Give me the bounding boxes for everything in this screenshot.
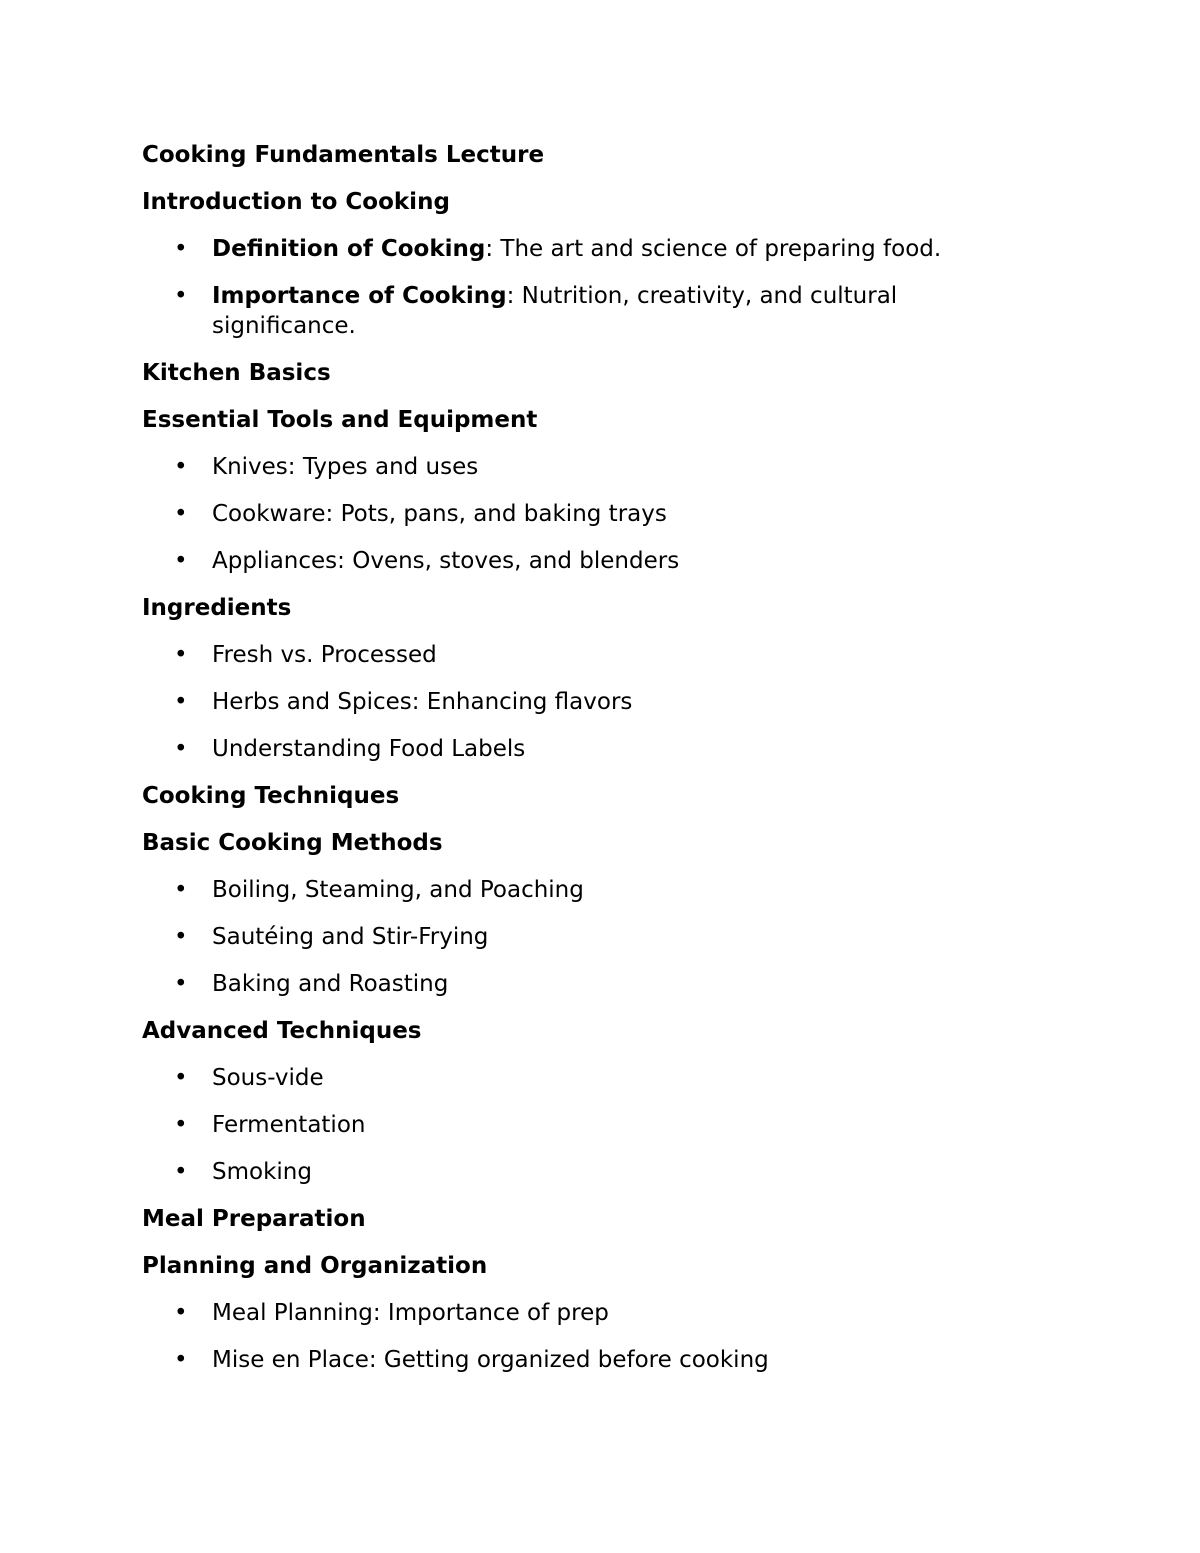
bullet-icon: • (174, 1159, 188, 1185)
list-item (142, 1157, 972, 1187)
list-item-text: Fermentation (212, 1112, 366, 1138)
document-title: Cooking Fundamentals Lecture (142, 142, 545, 168)
section-heading-meal-prep: Meal Preparation (142, 1206, 366, 1232)
planning-list (142, 1298, 972, 1375)
list-item-text: Understanding Food Labels (212, 736, 526, 762)
subsection-heading-advanced: Advanced Techniques (142, 1018, 422, 1044)
list-item-text: : The art and science of preparing food. (485, 236, 942, 262)
list-item-text: Herbs and Spices: Enhancing flavors (212, 689, 633, 715)
list-item-text: Cookware: Pots, pans, and baking trays (212, 501, 667, 527)
bullet-icon: • (174, 971, 188, 997)
list-item (142, 1063, 972, 1093)
list-item-text: Mise en Place: Getting organized before cooking (212, 1347, 769, 1373)
list-item-text: Knives: Types and uses (212, 454, 479, 480)
intro-list (142, 234, 972, 341)
list-item (142, 1345, 972, 1375)
list-item-text: Baking and Roasting (212, 971, 449, 997)
list-item-text: Sous-vide (212, 1065, 324, 1091)
list-item (142, 734, 972, 764)
subsection-heading-ingredients: Ingredients (142, 595, 292, 621)
list-item (142, 1110, 972, 1140)
subsection-heading-planning: Planning and Organization (142, 1253, 488, 1279)
list-item-text: : Nutrition, creativity, and cultural significance. (212, 283, 898, 339)
list-item-text: Sautéing and Stir-Frying (212, 924, 489, 950)
list-item (142, 640, 972, 670)
bullet-icon: • (174, 1112, 188, 1138)
bullet-icon: • (174, 924, 188, 950)
list-item (142, 922, 972, 952)
bullet-icon: • (174, 689, 188, 715)
list-item (142, 452, 972, 482)
advanced-techniques-list (142, 1063, 972, 1187)
list-item-text: Boiling, Steaming, and Poaching (212, 877, 584, 903)
list-item (142, 969, 972, 999)
section-heading-techniques: Cooking Techniques (142, 783, 400, 809)
basic-methods-list (142, 875, 972, 999)
tools-list (142, 452, 972, 576)
bullet-icon: • (174, 236, 188, 262)
bullet-icon: • (174, 1065, 188, 1091)
list-item (142, 499, 972, 529)
bullet-icon: • (174, 501, 188, 527)
bullet-icon: • (174, 1300, 188, 1326)
list-item (142, 234, 972, 264)
list-item (142, 546, 972, 576)
list-item-text: Smoking (212, 1159, 312, 1185)
ingredients-list (142, 640, 972, 764)
list-item-term: Importance of Cooking (212, 283, 507, 309)
subsection-heading-basic-methods: Basic Cooking Methods (142, 830, 443, 856)
section-heading-intro: Introduction to Cooking (142, 189, 450, 215)
list-item (142, 281, 972, 341)
list-item-term: Definition of Cooking (212, 236, 486, 262)
list-item (142, 1298, 972, 1328)
section-heading-kitchen-basics: Kitchen Basics (142, 360, 331, 386)
list-item (142, 875, 972, 905)
bullet-icon: • (174, 1347, 188, 1373)
list-item-text: Meal Planning: Importance of prep (212, 1300, 609, 1326)
bullet-icon: • (174, 877, 188, 903)
bullet-icon: • (174, 736, 188, 762)
bullet-icon: • (174, 548, 188, 574)
list-item-text: Appliances: Ovens, stoves, and blenders (212, 548, 680, 574)
subsection-heading-tools: Essential Tools and Equipment (142, 407, 538, 433)
bullet-icon: • (174, 454, 188, 480)
bullet-icon: • (174, 283, 188, 309)
document-page (142, 140, 972, 1392)
bullet-icon: • (174, 642, 188, 668)
list-item-text: Fresh vs. Processed (212, 642, 437, 668)
list-item (142, 687, 972, 717)
